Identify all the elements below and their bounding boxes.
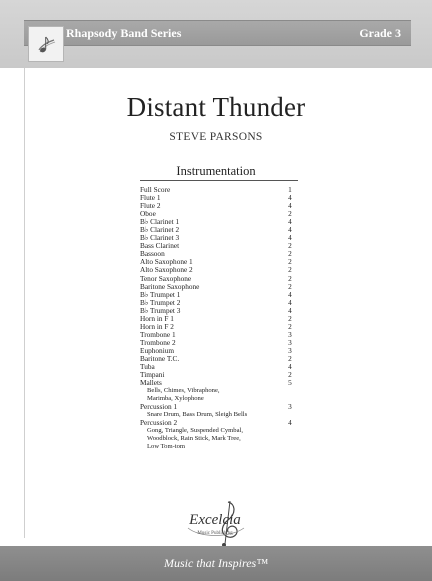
instrument-name: Alto Saxophone 1: [140, 257, 193, 267]
mallets-detail-line: Marimba, Xylophone: [147, 395, 204, 403]
instrument-name: B♭ Clarinet 2: [140, 225, 180, 235]
series-bar: [24, 20, 411, 46]
instrument-qty: 2: [288, 265, 292, 275]
instrument-qty: 5: [288, 378, 292, 388]
instrument-qty: 4: [288, 418, 292, 428]
instrument-qty: 4: [288, 305, 292, 315]
instrument-qty: 2: [288, 241, 292, 251]
instrument-qty: 3: [288, 329, 292, 339]
instrument-name: Timpani: [140, 370, 165, 380]
instrument-name: Percussion 2: [140, 418, 178, 428]
footer-band: [0, 546, 432, 581]
instrument-name: Trombone 1: [140, 329, 176, 339]
publisher-subtitle: Music Publishing: [197, 531, 233, 536]
instrument-name: B♭ Clarinet 1: [140, 217, 180, 227]
list-item: [140, 202, 300, 210]
instrument-qty: 1: [288, 185, 292, 194]
instrumentation-rule: [140, 180, 298, 181]
instrument-qty: 4: [288, 217, 292, 227]
instrument-qty: 2: [288, 321, 292, 331]
instrument-qty: 2: [288, 313, 292, 323]
footer-tagline: Music that Inspires™: [164, 556, 268, 570]
percussion2-detail-line: Gong, Triangle, Suspended Cymbal,: [147, 427, 243, 435]
instrument-qty: 2: [288, 209, 292, 219]
list-item: [140, 419, 300, 427]
instrument-qty: 3: [288, 345, 292, 355]
instrument-qty: 3: [288, 402, 292, 412]
instrument-qty: 2: [288, 249, 292, 259]
instrument-name: Bass Clarinet: [140, 241, 180, 251]
list-item: [140, 186, 300, 194]
instrument-name: Mallets: [140, 378, 162, 388]
instrument-name: Alto Saxophone 2: [140, 265, 193, 275]
composer-name: STEVE PARSONS: [169, 131, 263, 143]
mallets-detail-line: Bells, Chimes, Vibraphone,: [147, 387, 220, 395]
instrument-name: Trombone 2: [140, 337, 176, 347]
instrument-qty: 4: [288, 193, 292, 203]
instrument-name: Flute 1: [140, 193, 161, 203]
list-item: [140, 363, 300, 371]
instrument-qty: 2: [288, 273, 292, 283]
percussion1-detail-line: Snare Drum, Bass Drum, Sleigh Bells: [147, 411, 248, 419]
instrument-qty: 4: [288, 225, 292, 235]
instrument-name: Euphonium: [140, 345, 175, 355]
publisher-name: Excelcia: [189, 512, 241, 528]
instrument-name: B♭ Trumpet 3: [140, 305, 181, 315]
publisher-logo: [170, 498, 260, 550]
instrument-qty: 4: [288, 297, 292, 307]
instrument-name: Percussion 1: [140, 402, 178, 412]
header-band: [0, 0, 432, 68]
instrument-qty: 2: [288, 257, 292, 267]
instrumentation-list: [140, 186, 300, 451]
instrument-qty: 4: [288, 201, 292, 211]
instrument-qty: 2: [288, 370, 292, 380]
instrument-qty: 4: [288, 362, 292, 372]
series-name: Rhapsody Band Series: [66, 26, 182, 40]
list-item: [140, 371, 300, 379]
instrument-name: Full Score: [140, 185, 171, 194]
piece-title: Distant Thunder: [126, 92, 306, 122]
instrument-name: Tenor Saxophone: [140, 273, 192, 283]
instrument-name: Baritone T.C.: [140, 353, 180, 363]
instrument-name: Tuba: [140, 362, 155, 372]
instrument-name: B♭ Clarinet 3: [140, 233, 180, 243]
series-logo-icon: [28, 26, 64, 62]
instrument-qty: 2: [288, 281, 292, 291]
list-item: [140, 194, 300, 202]
instrument-qty: 2: [288, 353, 292, 363]
instrument-qty: 3: [288, 337, 292, 347]
percussion2-detail-line: Low Tom-tom: [147, 443, 186, 451]
instrument-qty: 4: [288, 233, 292, 243]
grade-label: Grade 3: [359, 26, 401, 40]
instrument-name: Bassoon: [140, 249, 165, 259]
instrument-name: Oboe: [140, 209, 156, 219]
instrumentation-heading: Instrumentation: [176, 164, 256, 178]
instrument-name: Flute 2: [140, 201, 161, 211]
list-item: [140, 355, 300, 363]
instrument-name: Baritone Saxophone: [140, 281, 200, 291]
instrument-name: B♭ Trumpet 1: [140, 289, 181, 299]
percussion2-detail-line: Woodblock, Rain Stick, Mark Tree,: [147, 435, 241, 443]
instrument-qty: 4: [288, 289, 292, 299]
instrument-name: B♭ Trumpet 2: [140, 297, 181, 307]
instrument-name: Horn in F 1: [140, 313, 174, 323]
instrument-name: Horn in F 2: [140, 321, 174, 331]
list-item: [140, 403, 300, 411]
list-item: [140, 379, 300, 387]
